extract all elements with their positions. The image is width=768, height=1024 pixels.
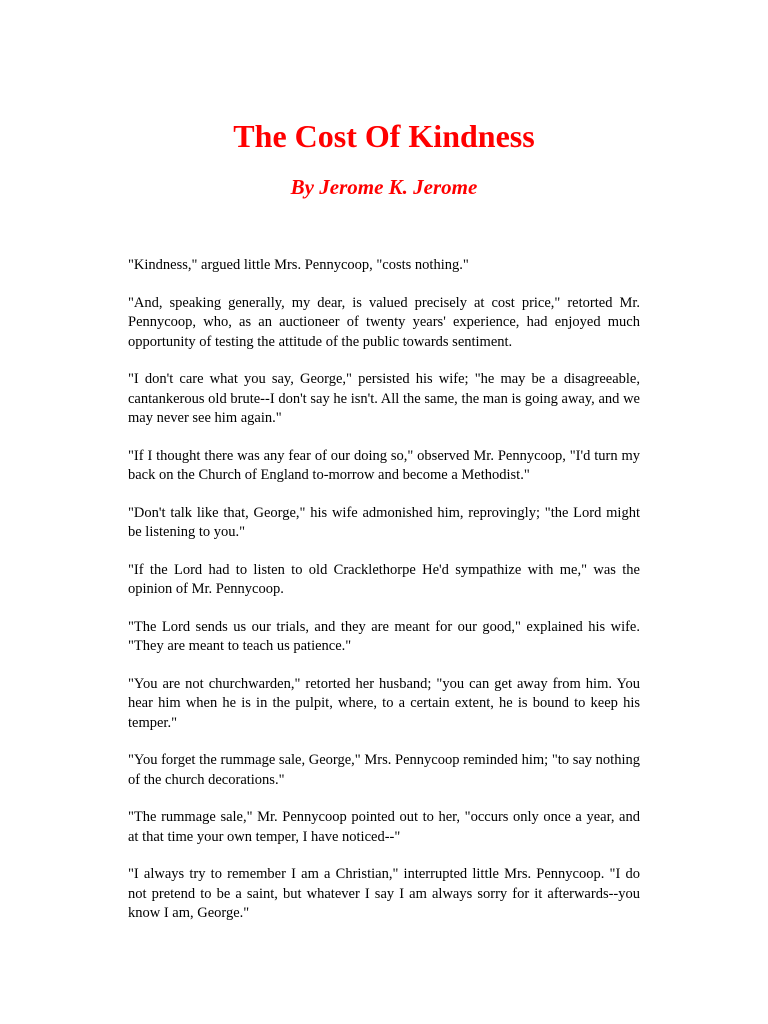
paragraph-4: "If I thought there was any fear of our doing so," observed Mr. Pennycoop, "I'd turn my back on the Church of England to-morrow and become a Methodist.": [128, 447, 640, 483]
paragraph-8: "You are not churchwarden," retorted her husband; "you can get away from him. You hear him when he is in the pulpit, where, to a certain extent, he is bound to keep his temper.": [128, 675, 640, 731]
paragraph-9: "You forget the rummage sale, George," Mrs. Pennycoop reminded him; "to say nothing of the church decorations.": [128, 752, 640, 788]
paragraph-11: "I always try to remember I am a Christian," interrupted little Mrs. Pennycoop. "I do not pretend to be a saint, but whatever I say I am always sorry for it afterwards--you know I am, George.": [128, 866, 640, 921]
paragraph-6: "If the Lord had to listen to old Cracklethorpe He'd sympathize with me," was the opinion of Mr. Pennycoop.: [128, 561, 640, 597]
document-byline: By Jerome K. Jerome: [290, 175, 478, 199]
document-title: The Cost Of Kindness: [233, 118, 535, 154]
paragraph-2: "And, speaking generally, my dear, is valued precisely at cost price," retorted Mr. Pennycoop, who, as an auctioneer of twenty years' experience, had enjoyed much opportunity of testing the attitude of the public towards sentiment.: [128, 294, 640, 350]
paragraph-10: "The rummage sale," Mr. Pennycoop pointed out to her, "occurs only once a year, and at that time your own temper, I have noticed--": [128, 809, 640, 845]
paragraph-7: "The Lord sends us our trials, and they are meant for our good," explained his wife. "They are meant to teach us patience.": [128, 618, 640, 654]
paragraph-3: "I don't care what you say, George," persisted his wife; "he may be a disagreeable, cantankerous old brute--I don't say he isn't. All the same, the man is going away, and we may never see him again.": [128, 371, 640, 426]
paragraph-1: "Kindness," argued little Mrs. Pennycoop, "costs nothing.": [128, 257, 469, 273]
document-body: [128, 256, 640, 942]
paragraph-5: "Don't talk like that, George," his wife admonished him, reprovingly; "the Lord might be listening to you.": [128, 504, 640, 540]
